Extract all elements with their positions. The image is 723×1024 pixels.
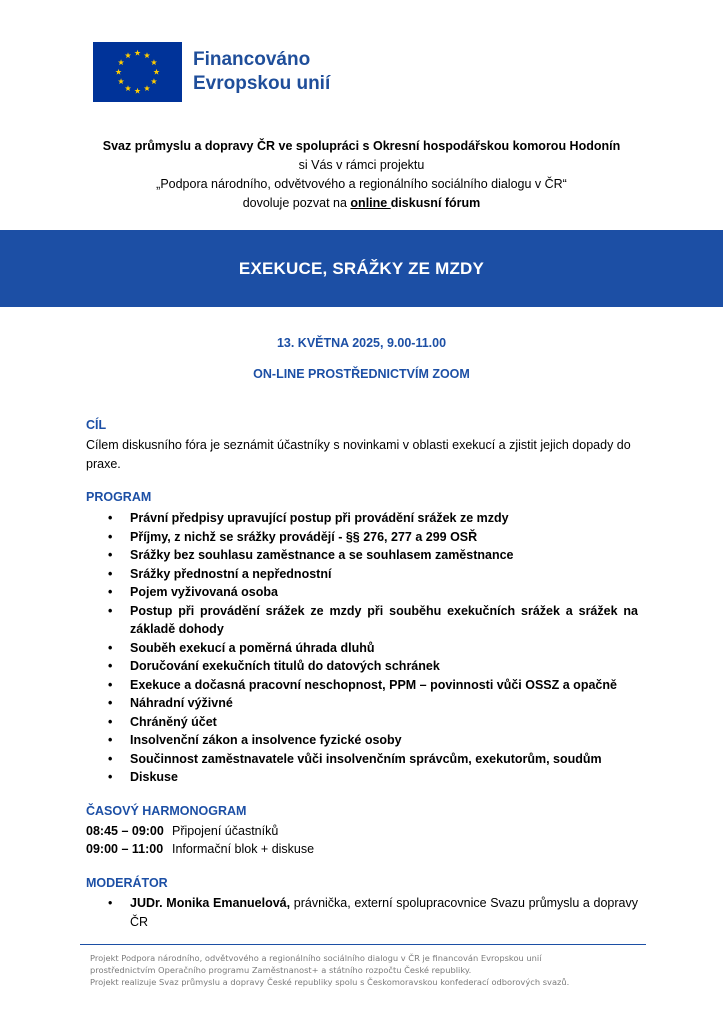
eu-funding-logo xyxy=(93,42,353,104)
program-list xyxy=(86,509,638,787)
eu-star xyxy=(151,78,157,84)
eu-stars-icon xyxy=(93,42,182,102)
forum-line-suffix: diskusní fórum xyxy=(390,196,481,210)
program-item: • Náhradní výživné xyxy=(86,694,638,713)
forum-line-prefix: dovoluje pozvat na xyxy=(242,196,351,210)
footer xyxy=(90,952,670,988)
program-item: • Příjmy, z nichž se srážky provádějí - §§ 276, 277 a 299 OSŘ xyxy=(86,528,638,547)
program-item: • Exekuce a dočasná pracovní neschopnost, PPM – povinnosti vůči OSSZ a opačně xyxy=(86,676,638,695)
program-item: • Právní předpisy upravující postup při provádění srážek ze mzdy xyxy=(86,509,638,528)
program-item: • Součinnost zaměstnavatele vůči insolvenčním správcům, exekutorům, soudům xyxy=(86,750,638,769)
invitation-intro xyxy=(0,137,723,213)
program-item: • Srážky bez souhlasu zaměstnance a se souhlasem zaměstnance xyxy=(86,546,638,565)
program-item: • Diskuse xyxy=(86,768,638,787)
program-item: • Souběh exekucí a poměrná úhrada dluhů xyxy=(86,639,638,658)
schedule-time: 08:45 – 09:00 xyxy=(86,824,164,838)
goal-heading: CÍL xyxy=(86,418,107,432)
footer-line2: prostřednictvím Operačního programu Zaměstnanost+ a státního rozpočtu České republiky. xyxy=(90,965,472,975)
footer-line1: Projekt Podpora národního, odvětvového a regionálního sociálního dialogu v ČR je financován Evropskou unií xyxy=(90,953,542,963)
eu-star xyxy=(125,52,131,58)
goal-text: Cílem diskusního fóra je seznámit účastníky s novinkami v oblasti exekucí a zjistit jejich dopady do praxe. xyxy=(86,438,631,471)
moderator-name: JUDr. Monika Emanuelová, xyxy=(130,896,291,910)
schedule-label: Připojení účastníků xyxy=(172,824,279,838)
program-item: • Chráněný účet xyxy=(86,713,638,732)
eu-star xyxy=(134,50,140,56)
program-item: • Srážky přednostní a nepřednostní xyxy=(86,565,638,584)
schedule-row xyxy=(86,842,314,856)
schedule-time: 09:00 – 11:00 xyxy=(86,842,164,856)
forum-line xyxy=(0,194,723,213)
schedule-label: Informační blok + diskuse xyxy=(172,842,315,856)
eu-star xyxy=(134,88,140,94)
eu-flag-icon xyxy=(93,42,182,102)
eu-logo-text xyxy=(193,48,330,96)
online-word: online xyxy=(350,196,391,210)
moderator-description: právnička, externí spolupracovnice Svazu průmyslu a dopravy ČR xyxy=(130,896,638,929)
eu-logo-line2: Evropskou unií xyxy=(193,73,331,94)
organizer-line: Svaz průmyslu a dopravy ČR ve spolupráci s Okresní hospodářskou komorou Hodonín xyxy=(102,139,621,153)
invite-line: si Vás v rámci projektu xyxy=(298,158,425,172)
program-item: • Doručování exekučních titulů do datových schránek xyxy=(86,657,638,676)
event-date: 13. KVĚTNA 2025, 9.00-11.00 xyxy=(276,336,447,350)
moderator-item xyxy=(86,894,638,932)
eu-star xyxy=(144,52,150,58)
project-name-line: „Podpora národního, odvětvového a regionálního sociálního dialogu v ČR“ xyxy=(156,177,567,191)
moderator-heading: MODERÁTOR xyxy=(86,876,168,890)
eu-star xyxy=(118,78,124,84)
program-heading: PROGRAM xyxy=(86,490,152,504)
program-item: • Postup při provádění srážek ze mzdy při souběhu exekučních srážek a srážek na základě dohody xyxy=(86,602,638,639)
footer-divider xyxy=(80,944,646,945)
eu-star xyxy=(115,69,121,75)
schedule-heading: ČASOVÝ HARMONOGRAM xyxy=(86,804,247,818)
footer-line3: Projekt realizuje Svaz průmyslu a dopravy České republiky spolu s Českomoravskou konfederací odborových svazů. xyxy=(90,977,570,987)
schedule-row xyxy=(86,824,278,838)
eu-logo-line1: Financováno xyxy=(193,49,311,70)
title-banner xyxy=(0,230,723,307)
eu-star xyxy=(125,85,131,91)
event-venue: ON-LINE PROSTŘEDNICTVÍM ZOOM xyxy=(253,367,470,381)
eu-star xyxy=(144,85,150,91)
event-title: EXEKUCE, SRÁŽKY ZE MZDY xyxy=(238,259,485,278)
eu-star xyxy=(118,59,124,65)
program-item: • Pojem vyživovaná osoba xyxy=(86,583,638,602)
eu-star xyxy=(153,69,159,75)
program-item: • Insolvenční zákon a insolvence fyzické osoby xyxy=(86,731,638,750)
eu-star xyxy=(151,59,157,65)
